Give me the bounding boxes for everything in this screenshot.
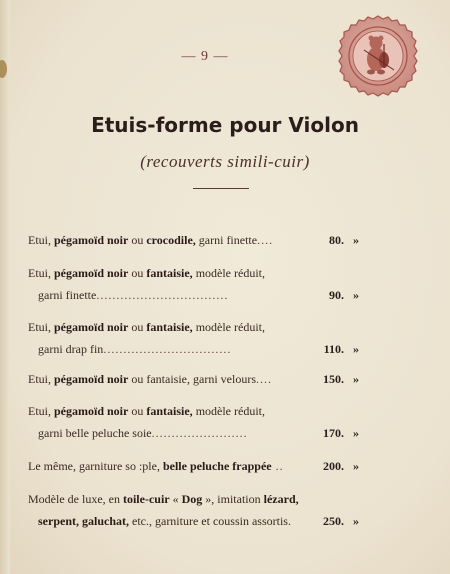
price-mark: » [353, 514, 359, 528]
item-text: Etui, [28, 320, 54, 334]
price-mark: » [353, 426, 359, 440]
item-description-line [28, 400, 438, 422]
page-subtitle: (recouverts simili-cuir) [140, 152, 310, 171]
item-text: Etui, [28, 404, 54, 418]
item-highlight-text: crocodile, [146, 233, 196, 247]
item-text: », imitation [202, 492, 264, 506]
item-text: ou [128, 404, 147, 418]
price-list-item [28, 400, 438, 444]
item-highlight-text: pégamoïd noir [54, 372, 129, 386]
item-price: 80. [329, 233, 344, 247]
item-price: 110. [323, 342, 344, 356]
item-text: garni belle peluche soie [38, 426, 152, 440]
item-text: garni velours [193, 372, 256, 386]
price-list-item [28, 455, 438, 477]
price-mark: » [353, 233, 359, 247]
page-number: — 9 — [181, 49, 229, 64]
price-list-item [28, 488, 438, 532]
item-description-line [28, 316, 438, 338]
price-list-item [28, 368, 438, 390]
item-price: 150. [323, 372, 344, 386]
item-description-line [28, 229, 438, 251]
item-text: Modèle de luxe, en [28, 492, 123, 506]
item-highlight-text: pégamoïd noir [54, 266, 129, 280]
price-list-item [28, 262, 438, 306]
item-price: 250. [323, 514, 344, 528]
price-mark: » [353, 342, 359, 356]
item-price: 90. [329, 288, 344, 302]
page-left-edge [0, 0, 10, 574]
item-highlight-text: lézard, [263, 492, 299, 506]
dot-leader: ................................ [103, 342, 232, 356]
item-text: modèle réduit, [192, 266, 265, 280]
item-highlight-text: fantaisie, [146, 266, 193, 280]
item-highlight-text: pégamoïd noir [54, 320, 129, 334]
price-list-item [28, 229, 438, 251]
item-highlight-text: fantaisie, [146, 320, 193, 334]
item-text: Le même, garniture so :ple, [28, 459, 163, 473]
item-price: 200. [323, 459, 344, 473]
item-text: « [169, 492, 182, 506]
dot-leader: ................................. [96, 288, 229, 302]
item-text: ou fantaisie, [128, 372, 193, 386]
item-text: ou [128, 320, 147, 334]
item-text: garni finette [195, 233, 258, 247]
item-text: Etui, [28, 266, 54, 280]
item-text: Etui, [28, 233, 54, 247]
item-text: garni finette [38, 288, 97, 302]
item-highlight-text: pégamoïd noir [54, 404, 129, 418]
item-text: modèle réduit, [192, 404, 265, 418]
item-highlight-text: belle peluche frappée [162, 459, 272, 473]
dot-leader: .. [271, 459, 284, 473]
bear-violin-seal-icon [337, 15, 419, 97]
dot-leader: ........................ [151, 426, 248, 440]
item-text: garni drap fin [38, 342, 104, 356]
item-description-line [28, 284, 438, 306]
item-text: etc., garniture et coussin assortis. [129, 514, 291, 528]
dot-leader: .... [255, 372, 272, 386]
item-highlight-text: toile-cuir [122, 492, 170, 506]
page-title: Etuis-forme pour Violon [91, 113, 359, 137]
item-description-line [28, 422, 438, 444]
item-highlight-text: fantaisie, [146, 404, 193, 418]
item-text: modèle réduit, [192, 320, 265, 334]
item-text: ou [128, 233, 147, 247]
price-mark: » [353, 459, 359, 473]
item-description-line [28, 368, 438, 390]
item-text: Etui, [28, 372, 54, 386]
price-mark: » [353, 288, 359, 302]
dot-leader: .... [257, 233, 274, 247]
item-description-line [28, 488, 438, 510]
title-divider [193, 188, 249, 189]
item-text: ou [128, 266, 147, 280]
price-list-item [28, 316, 438, 360]
item-highlight-text: Dog [181, 492, 203, 506]
item-highlight-text: pégamoïd noir [54, 233, 129, 247]
item-description-line [28, 510, 438, 532]
price-mark: » [353, 372, 359, 386]
item-price: 170. [323, 426, 344, 440]
item-description-line [28, 262, 438, 284]
item-description-line [28, 455, 438, 477]
item-highlight-text: serpent, galuchat, [38, 514, 129, 528]
item-description-line [28, 338, 438, 360]
